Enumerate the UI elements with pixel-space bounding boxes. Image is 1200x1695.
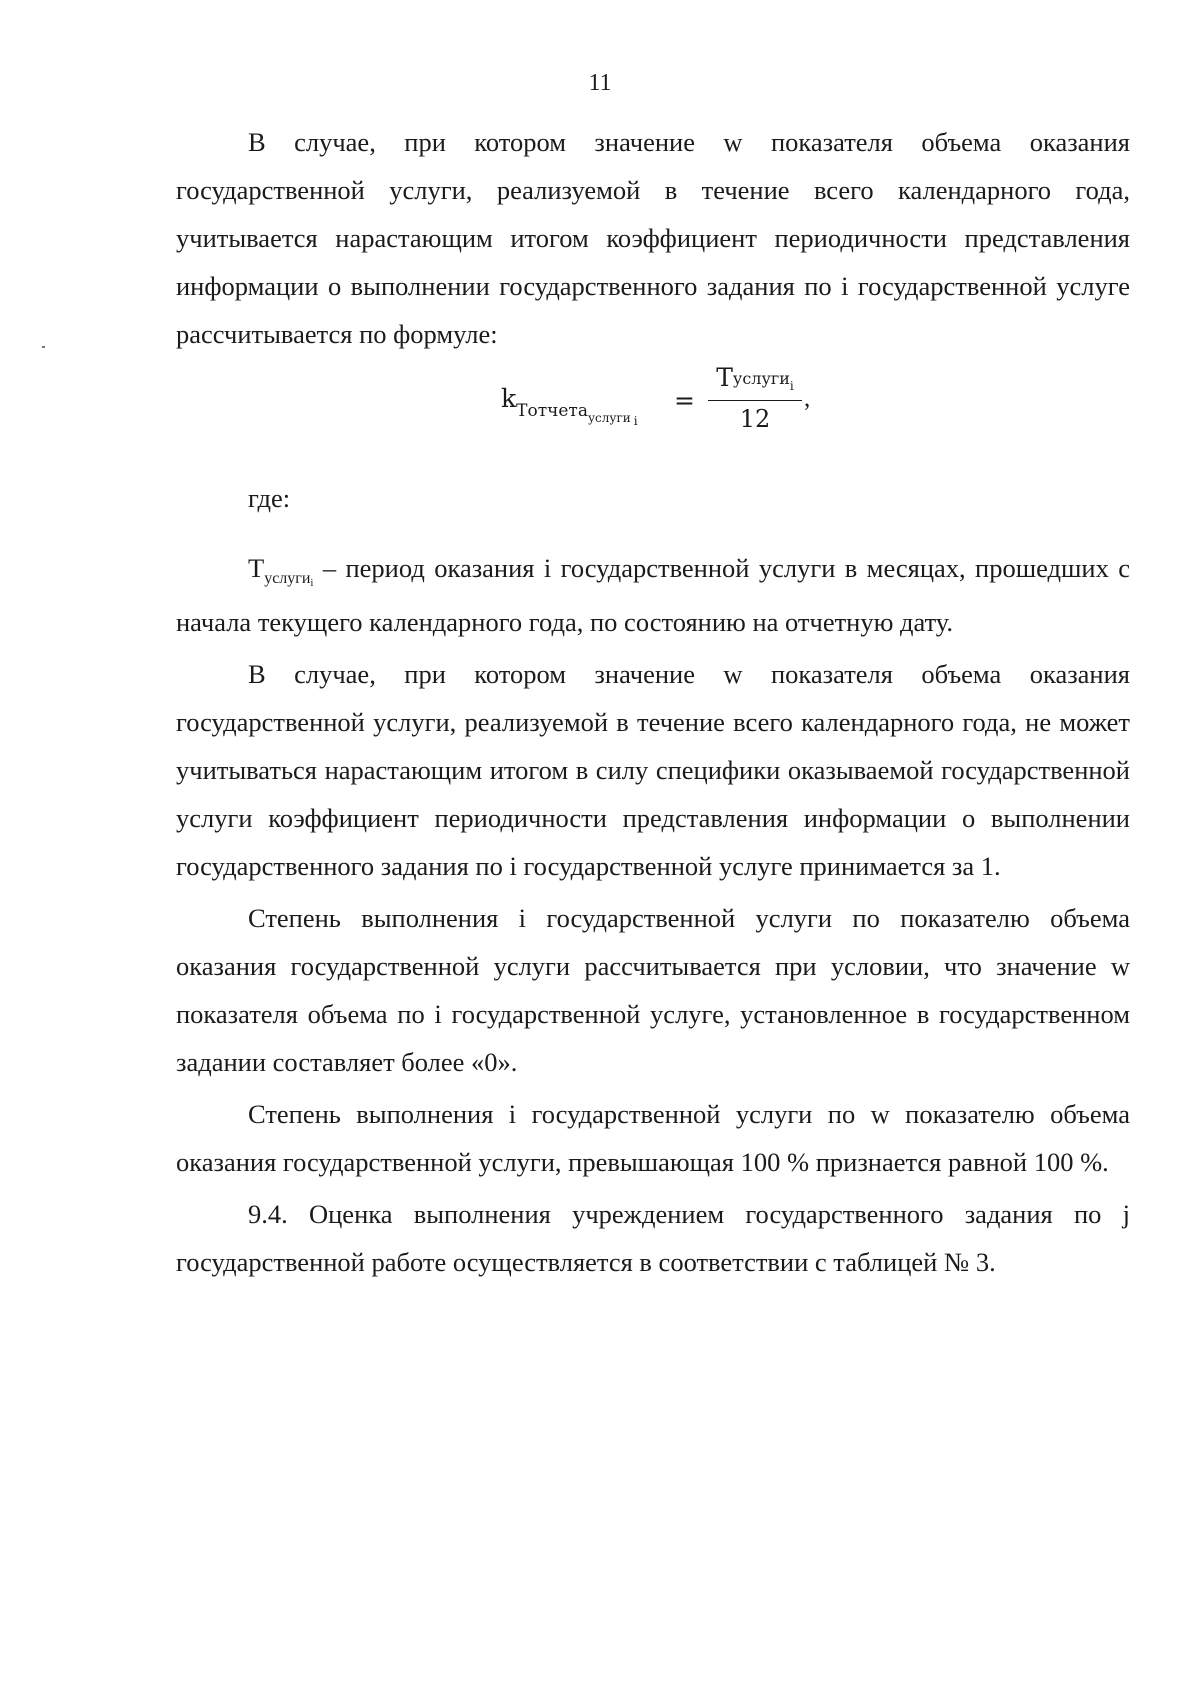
- document-body: [176, 118, 1130, 1286]
- formula-fraction: [708, 362, 802, 433]
- formula-numerator-subscript: услуги: [732, 369, 790, 388]
- formula-lhs-base: k: [501, 384, 517, 413]
- formula-comma: ,: [804, 385, 811, 412]
- formula-equals: =: [674, 386, 695, 415]
- periodicity-formula: [176, 362, 1130, 466]
- fraction-bar: [708, 400, 802, 401]
- formula-numerator-base: Т: [716, 363, 733, 392]
- where-label: где:: [248, 483, 291, 513]
- paragraph-degree-condition: Степень выполнения i государственной услуги по показателю объема оказания государственной услуги рассчитывается при условии, что значение w показателя объема по i государственной услуге, установленное в государственном задании составляет более «0».: [176, 903, 1130, 1077]
- paragraph-definition: [176, 544, 1130, 646]
- formula-lhs-subsubscript: услуги: [587, 411, 631, 425]
- scan-speck: [42, 346, 45, 348]
- definition-term-base: Т: [248, 553, 265, 583]
- paragraph-section-9-4: 9.4. Оценка выполнения учреждением государственного задания по j государственной работе осуществляется в соответствии с таблицей № 3.: [176, 1199, 1130, 1277]
- paragraph-periodicity-non-cumulative: В случае, при котором значение w показателя объема оказания государственной услуги, реализуемой в течение всего календарного года, не может учитываться нарастающим итогом в силу специфики оказываемой государственной услуги коэффициент периодичности представления информации о выполнении государственного задания по i государственной услуге принимается за 1.: [176, 659, 1130, 881]
- formula-lhs: [501, 384, 638, 428]
- formula-numerator-index: i: [789, 379, 794, 393]
- page-number: 11: [588, 70, 612, 96]
- definition-term-index: i: [310, 577, 314, 589]
- definition-text: – период оказания i государственной услуги в месяцах, прошедших с начала текущего календарного года, по состоянию на отчетную дату.: [176, 553, 1130, 637]
- formula-lhs-index: i: [633, 414, 638, 428]
- definition-term: [248, 553, 314, 589]
- paragraph-degree-cap: Степень выполнения i государственной услуги по w показателю объема оказания государственной услуги, превышающая 100 % признается равной 100 %.: [176, 1099, 1130, 1177]
- formula-denominator: 12: [739, 405, 771, 433]
- definition-term-subscript: услуги: [264, 570, 311, 587]
- paragraph-periodicity-cumulative: В случае, при котором значение w показателя объема оказания государственной услуги, реализуемой в течение всего календарного года, учитывается нарастающим итогом коэффициент периодичности представления информации о выполнении государственного задания по i государственной услуге рассчитывается по формуле:: [176, 127, 1130, 349]
- formula-lhs-subscript: Тотчета: [516, 401, 588, 421]
- formula-numerator: [708, 362, 802, 398]
